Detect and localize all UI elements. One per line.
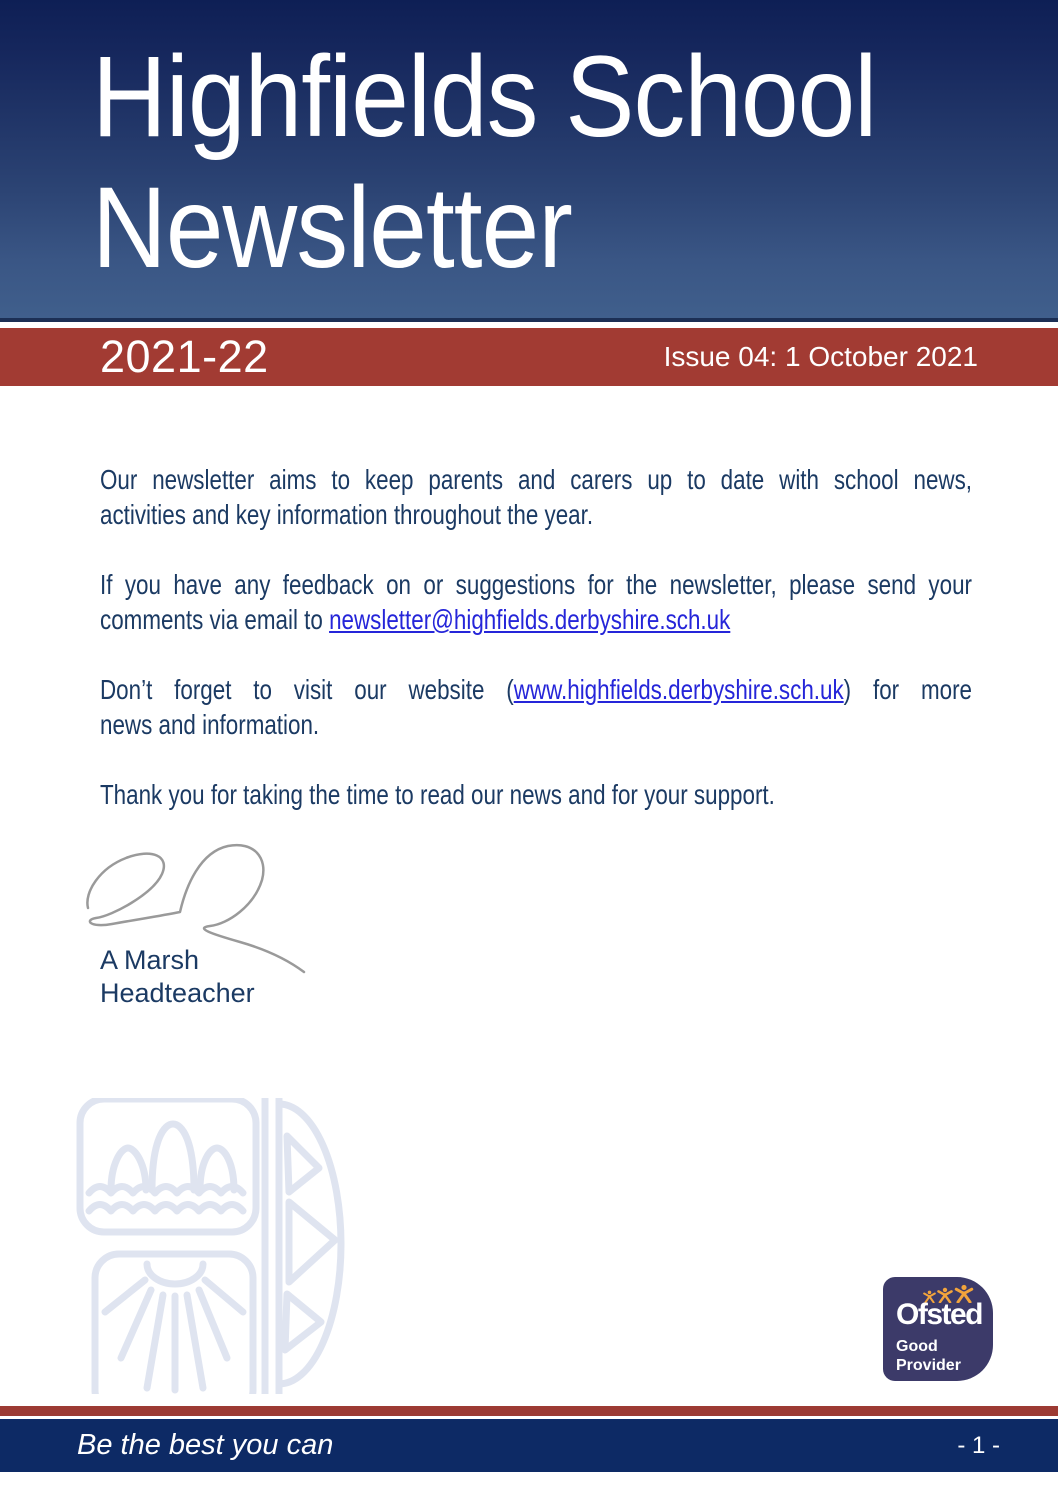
ofsted-rating-provider: Provider — [896, 1357, 961, 1374]
website-link[interactable]: www.highfields.derbyshire.sch.uk — [513, 674, 844, 705]
ofsted-rating — [896, 1337, 985, 1375]
body-paragraph-feedback — [100, 567, 972, 637]
body-copy — [100, 462, 972, 847]
header-divider — [0, 318, 1058, 322]
paragraph-line — [100, 602, 972, 637]
ofsted-brand: Ofsted — [896, 1298, 983, 1331]
paragraph-line — [100, 672, 972, 707]
page-number: - 1 - — [957, 1431, 1000, 1459]
paragraph-line: news and information. — [100, 709, 320, 740]
footer-red-rule — [0, 1406, 1058, 1416]
body-paragraph-thanks — [100, 777, 972, 812]
email-line-text: comments via email to — [100, 604, 330, 635]
paragraph-line: Thank you for taking the time to read our news and for your support. — [100, 779, 775, 810]
paragraph-line: If you have any feedback on or suggestions for the newsletter, please send your — [100, 569, 972, 600]
school-crest-icon — [75, 1098, 347, 1394]
page-title: Highfields School Newsletter — [92, 33, 877, 292]
ofsted-badge — [883, 1277, 993, 1381]
website-line-text-after: ) for more — [843, 674, 972, 705]
issue-band — [0, 328, 1058, 386]
school-crest-watermark — [75, 1098, 347, 1394]
signatory-block — [100, 944, 255, 1010]
body-paragraph-intro — [100, 462, 972, 532]
footer-bar — [0, 1419, 1058, 1472]
ofsted-rating-good: Good — [896, 1338, 938, 1355]
website-line-text-before: Don’t forget to visit our website ( — [100, 674, 514, 705]
body-paragraph-website — [100, 672, 972, 742]
paragraph-line: Our newsletter aims to keep parents and carers up to date with school news, — [100, 464, 972, 495]
issue-date-label: Issue 04: 1 October 2021 — [663, 341, 978, 372]
footer-motto: Be the best you can — [77, 1429, 334, 1461]
signatory-name: A Marsh — [100, 945, 200, 975]
paragraph-line: activities and key information throughout the year. — [100, 499, 594, 530]
school-year-label: 2021-22 — [100, 331, 269, 382]
signatory-role: Headteacher — [100, 978, 255, 1008]
email-link[interactable]: newsletter@highfields.derbyshire.sch.uk — [329, 604, 731, 635]
masthead — [0, 0, 1058, 318]
